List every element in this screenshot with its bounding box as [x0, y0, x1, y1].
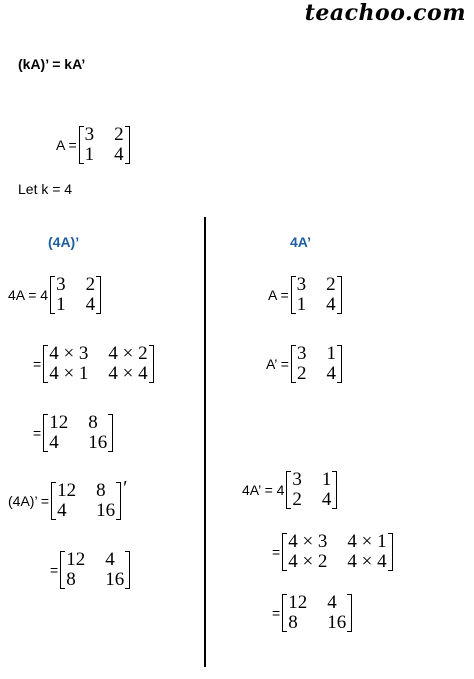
column-divider	[204, 217, 206, 667]
matrix-entry: 4 × 4	[347, 551, 387, 572]
left-step-2: = 4 × 3 4 × 2 4 × 1 4 × 4	[33, 344, 154, 384]
matrix-entry: 2	[326, 274, 336, 295]
matrix-entry: 8	[66, 569, 76, 590]
matrix-entry: 4 × 3	[288, 531, 328, 552]
given-label: A =	[56, 137, 77, 153]
matrix-entry: 8	[88, 412, 98, 433]
right-step-2: A’ = 3 1 2 4	[266, 344, 342, 384]
given-matrix-equation	[56, 125, 130, 165]
matrix-entry: 1	[84, 144, 95, 165]
matrix-entry: 12	[57, 480, 77, 501]
left-heading: (4A)’	[48, 234, 80, 250]
left-step-3: = 12 8 4 16	[33, 413, 113, 453]
matrix-entry: 4	[321, 489, 332, 510]
right-step-3: 4A’ = 4 3 1 2 4	[242, 470, 337, 510]
matrix	[79, 125, 130, 165]
matrix-entry: 4 × 1	[49, 363, 89, 384]
matrix-entry: 4 × 4	[108, 363, 148, 384]
matrix-entry: 4 × 3	[49, 343, 89, 364]
teachoo-logo: teachoo.com	[304, 0, 466, 26]
matrix-entry: 2	[296, 363, 307, 384]
matrix-entry: 4	[114, 144, 124, 165]
matrix-entry: 2	[292, 489, 302, 510]
matrix-entry: 3	[56, 274, 66, 295]
right-step-4: = 4 × 3 4 × 1 4 × 2 4 × 4	[272, 532, 393, 572]
matrix-entry: 2	[114, 124, 124, 145]
matrix-entry: 1	[326, 343, 336, 364]
left-step-4: (4A)’ = 12 8 4 16 ′	[8, 477, 128, 521]
matrix-entry: 12	[66, 549, 86, 570]
matrix-entry: 4	[326, 363, 336, 384]
matrix-entry: 4 × 2	[288, 551, 328, 572]
matrix-entry: 4	[327, 592, 337, 613]
matrix-entry: 1	[321, 469, 332, 490]
matrix-entry: 1	[56, 294, 66, 315]
right-heading: 4A’	[290, 234, 312, 250]
let-k-statement: Let k = 4	[18, 181, 73, 197]
matrix-entry: 12	[288, 592, 308, 613]
matrix	[282, 593, 352, 633]
matrix-entry: 3	[296, 274, 307, 295]
matrix-entry: 16	[105, 569, 125, 590]
matrix-entry: 4	[49, 432, 59, 453]
matrix	[51, 481, 121, 521]
matrix	[50, 275, 101, 315]
matrix-entry: 16	[96, 500, 116, 521]
matrix-entry: 1	[296, 294, 307, 315]
right-step-5: = 12 4 8 16	[272, 593, 352, 633]
left-step-1: 4A = 4 3 2 1 4	[8, 275, 101, 315]
matrix-entry: 4	[85, 294, 96, 315]
matrix-entry: 4 × 2	[108, 343, 148, 364]
matrix	[60, 550, 130, 590]
matrix	[43, 344, 153, 384]
matrix-entry: 4 × 1	[347, 531, 387, 552]
matrix-entry: 4	[57, 500, 67, 521]
matrix-entry: 8	[288, 612, 298, 633]
matrix-entry: 3	[296, 343, 307, 364]
matrix-entry: 3	[84, 124, 95, 145]
matrix	[291, 275, 342, 315]
matrix-entry: 2	[85, 274, 96, 295]
matrix-entry: 8	[96, 480, 106, 501]
matrix	[282, 532, 392, 572]
matrix-entry: 12	[49, 412, 69, 433]
matrix-entry: 16	[88, 432, 108, 453]
matrix	[291, 344, 342, 384]
transpose-prime: ′	[123, 477, 128, 499]
matrix	[286, 470, 337, 510]
matrix-entry: 16	[327, 612, 347, 633]
right-step-1: A = 3 2 1 4	[268, 275, 342, 315]
matrix-entry: 4	[326, 294, 336, 315]
matrix-entry: 3	[292, 469, 302, 490]
matrix	[43, 413, 113, 453]
matrix-entry: 4	[105, 549, 115, 570]
page-title: (kA)’ = kA’	[18, 56, 86, 72]
left-step-5: = 12 4 8 16	[50, 550, 130, 590]
